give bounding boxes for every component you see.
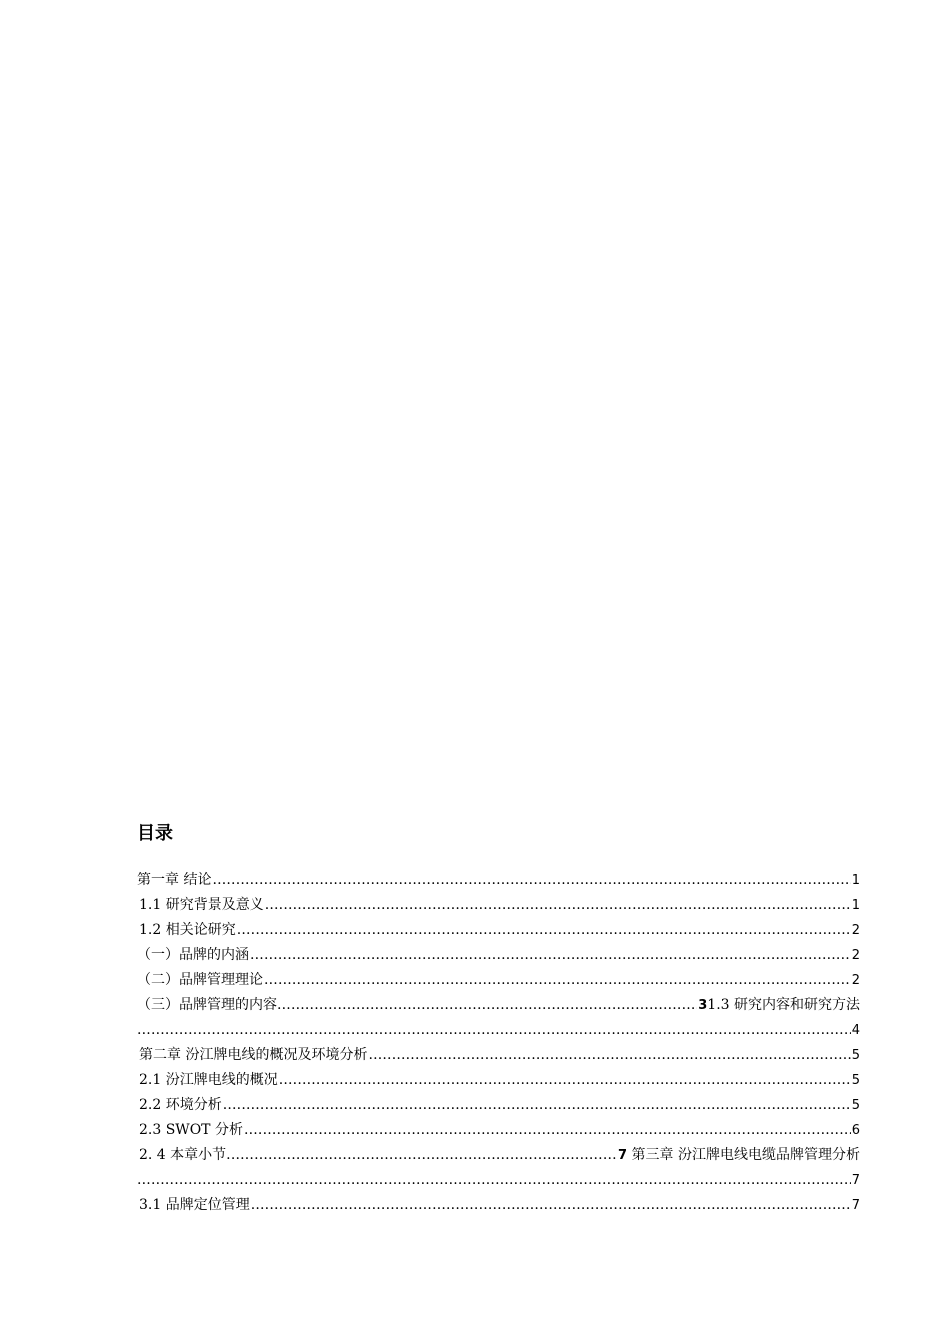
toc-leader [137,1168,851,1193]
toc-entry-tail-text: 第三章 汾江牌电线电缆品牌管理分析 [627,1147,860,1163]
toc-entry-page: 2 [851,948,860,963]
toc-entry-page: 6 [851,1123,860,1138]
toc-leader [137,1018,851,1043]
toc-entry-page: 7 [851,1198,860,1213]
toc-entry-2-1[interactable] [137,1068,860,1093]
toc-entry-2-3[interactable] [137,1118,860,1143]
toc-entry-tail-text: 1.3 研究内容和研究方法 [707,997,860,1013]
table-of-contents [137,818,860,1218]
toc-entry-page: 1 [851,898,860,913]
toc-entry-label: （三）品牌管理的内容 [137,997,277,1013]
toc-entry-3-1[interactable] [137,1193,860,1218]
toc-entry-label: 2.2 环境分析 [139,1097,222,1113]
toc-leader [265,893,851,918]
toc-entry-1-3-continued[interactable] [137,1018,860,1043]
toc-entry-page: 7 [618,1148,628,1163]
toc-entry-2-4[interactable] [137,1143,860,1168]
toc-entry-page: 5 [851,1048,860,1063]
toc-leader [251,1193,851,1218]
toc-entry-1-2-a[interactable] [137,943,860,968]
toc-entry-label: 1.1 研究背景及意义 [139,897,264,913]
toc-entry-page: 2 [851,923,860,938]
toc-leader [223,1093,851,1118]
toc-entry-1-2-b[interactable] [137,968,860,993]
toc-entry-2-2[interactable] [137,1093,860,1118]
toc-entry-page: 2 [851,973,860,988]
toc-entry-label: 1.2 相关论研究 [139,922,236,938]
toc-entry-1-1[interactable] [137,893,860,918]
toc-entry-page: 5 [851,1098,860,1113]
toc-entry-chapter-1[interactable] [137,868,860,893]
toc-entry-1-2-c[interactable] [137,993,860,1018]
toc-entry-chapter-2[interactable] [137,1043,860,1068]
toc-leader [250,943,851,968]
toc-title: 目录 [137,823,173,844]
toc-entry-tail [618,1143,860,1168]
toc-leader [279,1068,851,1093]
toc-leader [226,1143,617,1168]
toc-entry-page: 7 [851,1173,860,1188]
toc-entry-label: 2.1 汾江牌电线的概况 [139,1072,278,1088]
toc-entry-label: （一）品牌的内涵 [137,947,249,963]
toc-entry-page: 4 [851,1023,860,1038]
toc-entry-label: 2. 4 本章小节 [139,1147,227,1163]
toc-entry-tail [698,993,860,1018]
toc-leader [264,968,851,993]
toc-entry-label: （二）品牌管理理论 [137,972,263,988]
toc-leader [368,1043,850,1068]
toc-entry-label: 3.1 品牌定位管理 [139,1197,250,1213]
toc-leader [237,918,851,943]
toc-entry-label: 2.3 SWOT 分析 [139,1122,243,1138]
toc-entry-page: 3 [698,998,708,1013]
toc-entry-1-2[interactable] [137,918,860,943]
toc-entry-label: 第二章 汾江牌电线的概况及环境分析 [139,1047,368,1063]
toc-leader [244,1118,851,1143]
toc-entry-label: 第一章 结论 [137,872,212,888]
toc-leader [212,868,850,893]
toc-entry-page: 1 [851,873,860,888]
toc-entry-page: 5 [851,1073,860,1088]
toc-leader [277,993,697,1018]
toc-entry-chapter-3-continued[interactable] [137,1168,860,1193]
